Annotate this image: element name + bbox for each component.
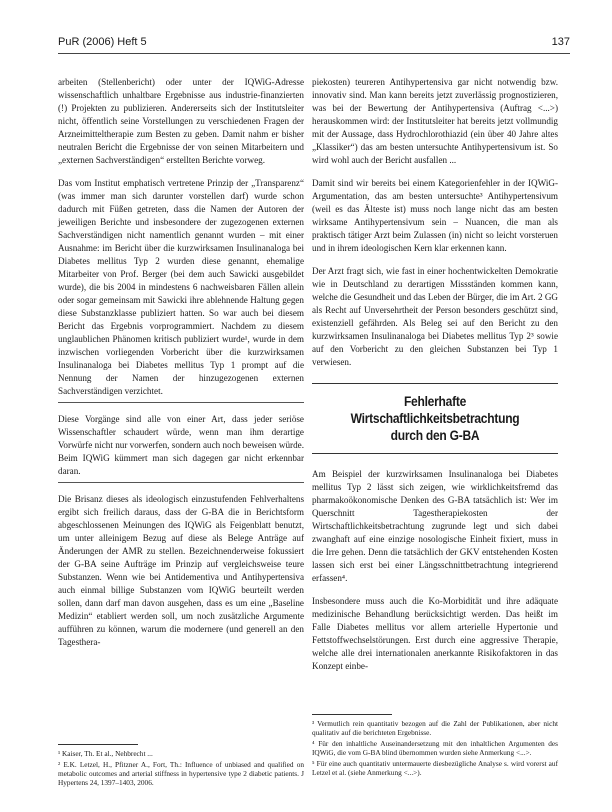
footnote: ⁴ Für den inhaltliche Auseinandersetzung mit den inhaltlichen Argumenten des IQWiG, die vom G-BA blind übernommen wurden siehe Anmerkung <...>. xyxy=(312,739,558,757)
journal-reference: PuR (2006) Heft 5 xyxy=(58,36,147,48)
page-number: 137 xyxy=(551,36,570,48)
paragraph: Insbesondere muss auch die Ko-Morbidität und ihre adäquate medizinische Behandlung berücksichtigt werden. Das heißt im Falle Diabetes mellitus vor allem arterielle Hypertonie und Fettstoffwechselstörungen. Erst durch eine aggressive Therapie, welche alle drei internationalen anerkannte Risikofaktoren in das Konzept einbe- xyxy=(312,596,558,671)
paragraph: Das vom Institut emphatisch vertretene Prinzip der „Transparenz“ (was immer man sich darunter vorstellen darf) wurde schon dadurch mit Füßen getreten, dass die Namen der Autoren der jeweiligen Berichte und insbesondere der zugezogenen externen Sachverständigen nicht namentlich genannt wurden – mit einer Ausnahme: im Bericht über die kurzwirksamen Insulinanaloga bei Diabetes mellitus Typ 2 wurden diese genannt, ehemalige Mitarbeiter von Prof. Berger (bei dem auch Sawicki ausgebildet wurde), die bis 2004 in mindestens 6 nachweisbaren Fällen allein oder sogar gemeinsam mit Sawicki ihre ablehnende Haltung gegen diese Substanzklasse publiziert hatten. So war auch bei diesem Bericht das Ergebnis vorprogrammiert. Nachdem zu diesem unglaublichen Phänomen kritisch publiziert wurde¹, wurde in dem inzwischen vorliegenden Vorbericht über die kurzwirksamen Insulinanaloga bei Diabetes mellitus Typ 1 prompt auf die Nennung der Namen der hinzugezogenen externen Sachverständigen verzichtet. xyxy=(58,177,304,403)
footnote: ¹ Kaiser, Th. Et al., Nehbrecht ... xyxy=(58,749,153,758)
right-footnotes xyxy=(312,710,558,779)
paragraph: Diese Vorgänge sind alle von einer Art, dass jeder seriöse Wissenschaftler schaudert würde, wenn man ihm derartige Vorwürfe nicht nur vorwerfen, sondern auch noch beweisen würde. Beim IQWiG kümmert man sich dagegen gar nicht erkennbar daran. xyxy=(58,413,304,483)
right-column xyxy=(312,76,558,683)
paragraph: piekosten) teureren Antihypertensiva gar nicht notwendig bzw. innovativ sind. Man kann bereits jetzt zuverlässig prognostizieren, was bei der Bewertung der Antihypertensiva (Auftrag <...>) herauskommen wird: der Institutsleiter hat bereits jetzt vollmundig mit der Aussage, dass Hydrochlorothiazid (ein über 40 Jahre altes „Klassiker“) das am besten untersuchte Antihypertensivum ist. So wird wohl auch der Bericht ausfallen ... xyxy=(312,77,558,165)
paragraph: Damit sind wir bereits bei einem Kategorienfehler in der IQWiG-Argumentation, das am besten untersuchte³ Antihypertensivum (weil es das Älteste ist) muss noch lange nicht das am besten wirksame Antihypertensivum sein – Nuancen, die man als praktisch tätiger Arzt beim Zulassen (in) nicht so leicht vorsteruen und in ihrem ideologischen Kern klar erkennen kann. xyxy=(312,178,558,253)
section-title-line: durch den G-BA xyxy=(390,427,480,443)
left-column xyxy=(58,76,304,659)
section-heading xyxy=(312,383,558,454)
paragraph: Die Brisanz dieses als ideologisch einzustufenden Fehlverhaltens ergibt sich freilich daraus, dass der G-BA die in Berichtsform abgeschlossenen Meinungen des IQWiG als Feigenblatt benutzt, um unter alleinigem Bezug auf diese als Belege Anträge auf Änderungen der AMR zu stellen. Bezeichnenderweise fokussiert der G-BA seine Aufträge im Prinzip auf vergleichsweise teure Substanzen. Wenn wie bei Antidementiva und Antihypertensiva auch einmal billige Substanzen vom IQWiG beurteilt werden sollen, dann darf man davon ausgehen, dass es um eine „Baseline Medizin“ etabliert werden soll, um noch zusätzliche Argumente aufführen zu können, warum die modernere (und generell an den Tagesthera- xyxy=(58,494,304,647)
section-title-line: Fehlerhafte Wirtschaftlichkeitsbetrachtung xyxy=(350,393,520,426)
paragraph: arbeiten (Stellenbericht) oder unter der IQWiG-Adresse wissenschaftlich unhaltbare Ergebnisse aus industrie-finanzierten (!) Projekten zu publizieren. Andererseits sich der Institutsleiter nicht, öffentlich seine Vorstellungen zu verschiedenen Fragen der Arzneimitteltherapie zum Besten zu geben. Damit nahm er bisher neutralen Bericht die Ergebnisse der von seinen Mitarbeitern und „externen Sachverständigen“ erstellten Berichte vorweg. xyxy=(58,77,304,165)
paragraph: Der Arzt fragt sich, wie fast in einer hochentwickelten Demokratie wie in Deutschland zu derartigen Missständen kommen kann, welche die Gesundheit und das Leben der Bürger, die im Art. 2 GG als Recht auf Unversehrtheit der Person besonders geschützt sind, existenziell gefährden. Als Beleg sei auf den Bericht zu den kurzwirksamen Insulinanaloga bei Diabetes mellitus Typ 2³ sowie auf den Vorbericht zu den gleichen Substanzen bei Typ 1 verwiesen. xyxy=(312,266,558,367)
footnote: ⁵ Für eine auch quantitativ untermauerte diesbezügliche Analyse s. wird vorerst auf Letzel et al. (siehe Anmerkung <...>). xyxy=(312,759,558,777)
paragraph: Am Beispiel der kurzwirksamen Insulinanaloga bei Diabetes mellitus Typ 2 lässt sich zeigen, wie wirklichkeitsfremd das pharmakoökonomische Denken des G-BA tatsächlich ist: Wer im Querschnitt Tagestherapiekosten der Wirtschaftlichkeitsbetrachtung zugrunde legt und sich dabei zwanghaft auf eine einzige nosologische Einheit fixiert, muss in die Irre gehen. Denn die tatsächlich der GKV entstehenden Kosten lassen sich erst bei einer Längsschnittbetrachtung integrierend erfassen⁴. xyxy=(312,469,558,583)
footnote-rule xyxy=(58,744,138,745)
footnote-rule xyxy=(312,714,392,715)
footnote: ³ Vermutlich rein quantitativ bezogen auf die Zahl der Publikationen, aber nicht qualitativ auf die berichteten Ergebnisse. xyxy=(312,719,558,737)
left-footnotes xyxy=(58,740,304,789)
footnote: ² E.K. Letzel, H., Pfitzner A., Fort, Th.: Influence of unbiased and qualified on metabolic outcomes and arterial stiffness in hypertensive type 2 diabetic patients. J Hypertens 24, 1397–1403, 2006. xyxy=(58,760,304,787)
header-rule xyxy=(58,53,570,54)
page-header xyxy=(58,36,570,52)
